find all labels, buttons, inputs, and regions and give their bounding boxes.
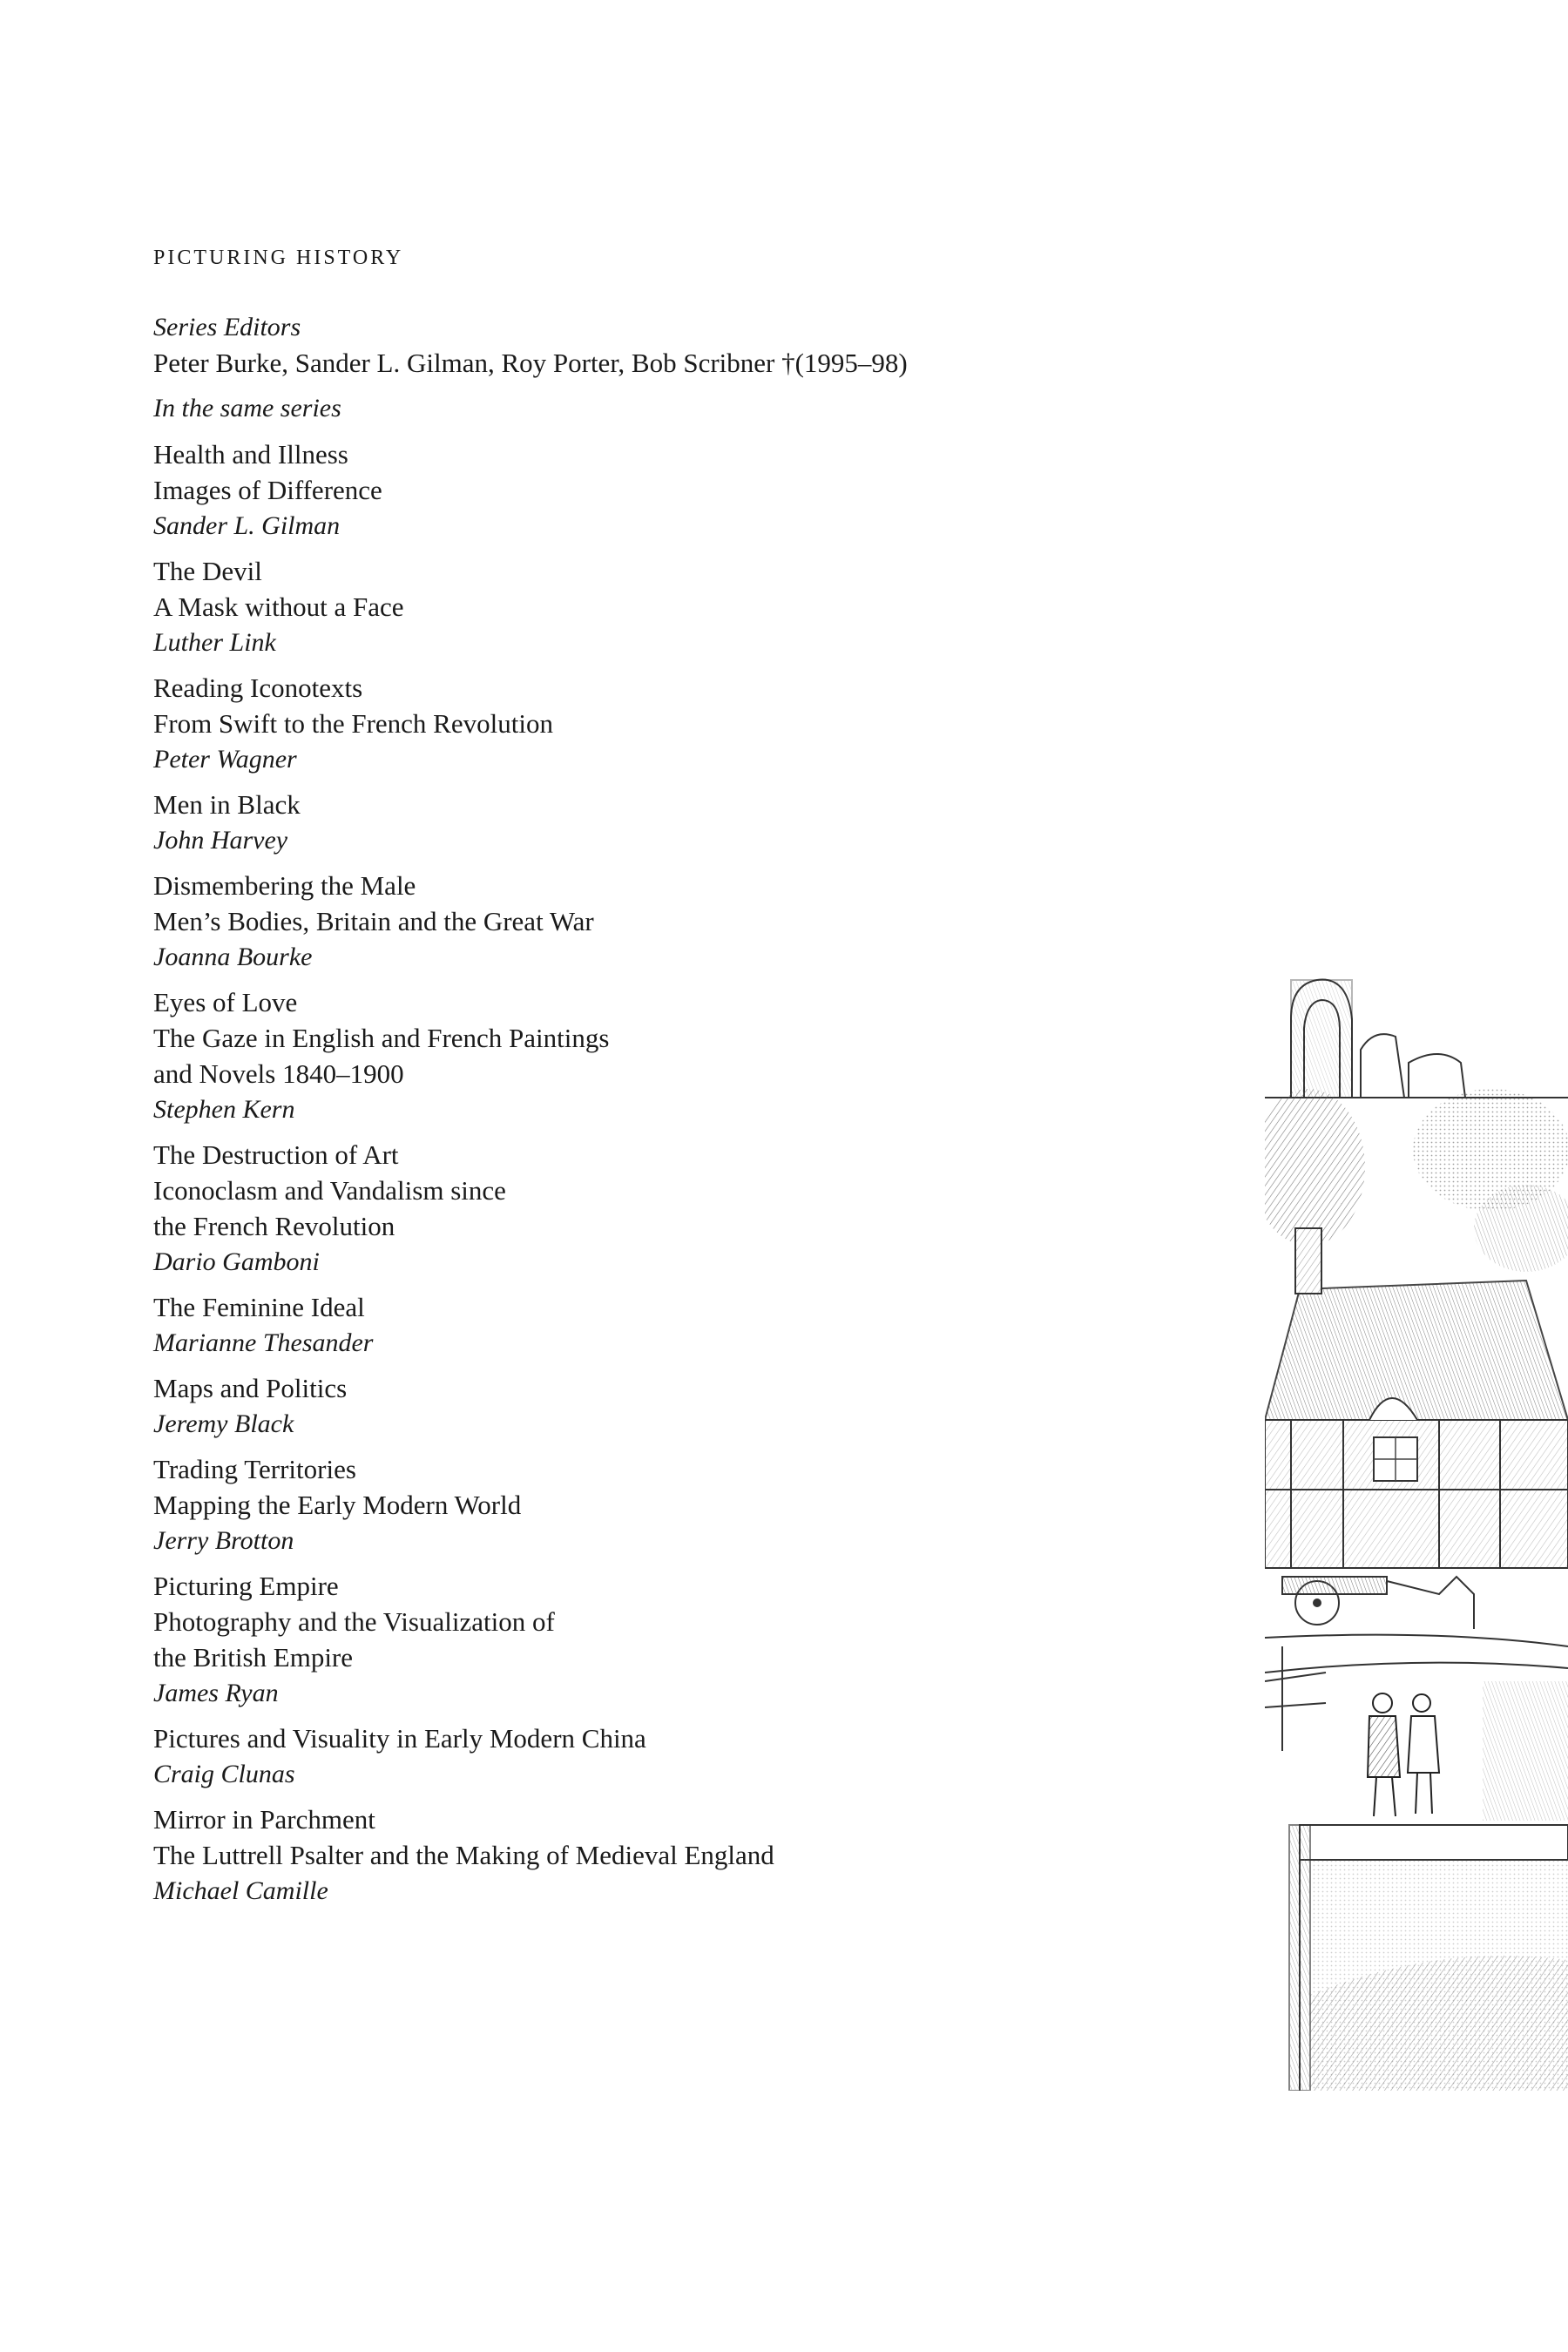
- book-author: Marianne Thesander: [153, 1328, 374, 1357]
- book-entry: [153, 1289, 1181, 1361]
- book-author: Stephen Kern: [153, 1095, 295, 1124]
- book-author: Peter Wagner: [153, 745, 297, 774]
- horse-cart: [1282, 1577, 1474, 1629]
- book-subtitle: and Novels 1840–1900: [153, 1058, 404, 1089]
- book-author: Sander L. Gilman: [153, 511, 341, 540]
- book-entry: [153, 553, 1181, 660]
- series-editors-label: Series Editors: [153, 313, 301, 341]
- book-subtitle: Men’s Bodies, Britain and the Great War: [153, 906, 594, 936]
- book-title: The Feminine Ideal: [153, 1292, 365, 1322]
- book-author: Dario Gamboni: [153, 1247, 320, 1276]
- book-author: Jerry Brotton: [153, 1526, 294, 1555]
- book-subtitle: From Swift to the French Revolution: [153, 708, 553, 739]
- book-title: The Devil: [153, 556, 262, 586]
- book-subtitle: the British Empire: [153, 1642, 354, 1673]
- book-entry: [153, 1451, 1181, 1558]
- book-author: Luther Link: [153, 628, 276, 657]
- book-entry: [153, 436, 1181, 544]
- two-figures: [1368, 1693, 1439, 1816]
- series-list-content: [153, 240, 1181, 1918]
- book-entry: [153, 787, 1181, 858]
- series-title: PICTURING HISTORY: [153, 247, 404, 269]
- book-title: Eyes of Love: [153, 987, 298, 1017]
- book-title: Maps and Politics: [153, 1373, 348, 1403]
- book-entry: [153, 1137, 1181, 1280]
- book-entry: [153, 1370, 1181, 1442]
- book-entry: [153, 1568, 1181, 1711]
- book-author: Craig Clunas: [153, 1760, 295, 1788]
- book-title: Picturing Empire: [153, 1571, 339, 1601]
- book-title: Trading Territories: [153, 1454, 356, 1484]
- book-title: Health and Illness: [153, 439, 348, 470]
- book-subtitle: Images of Difference: [153, 475, 382, 505]
- book-title: Men in Black: [153, 789, 301, 820]
- thatched-cottage: [1265, 1228, 1568, 1568]
- book-author: James Ryan: [153, 1679, 279, 1707]
- book-author: Jeremy Black: [153, 1409, 294, 1438]
- book-title: Dismembering the Male: [153, 870, 416, 901]
- book-title: Pictures and Visuality in Early Modern China: [153, 1723, 646, 1754]
- book-title: The Destruction of Art: [153, 1139, 399, 1170]
- book-list: [153, 436, 1181, 1909]
- village-engraving-illustration: [1265, 967, 1568, 2091]
- book-title: Mirror in Parchment: [153, 1804, 375, 1835]
- hedge-texture: [1310, 1681, 1568, 2091]
- book-author: John Harvey: [153, 826, 288, 855]
- book-title: Reading Iconotexts: [153, 672, 363, 703]
- series-editors-block: [153, 310, 1181, 381]
- book-entry: [153, 1720, 1181, 1792]
- book-author: Michael Camille: [153, 1876, 328, 1905]
- book-subtitle: the French Revolution: [153, 1211, 395, 1241]
- book-entry: [153, 868, 1181, 975]
- book-subtitle: The Gaze in English and French Paintings: [153, 1023, 610, 1053]
- book-author: Joanna Bourke: [153, 943, 313, 971]
- book-subtitle: Mapping the Early Modern World: [153, 1490, 522, 1520]
- book-entry: [153, 984, 1181, 1127]
- book-subtitle: A Mask without a Face: [153, 591, 404, 622]
- series-editors-names: Peter Burke, Sander L. Gilman, Roy Porter, Bob Scribner †(1995–98): [153, 348, 908, 378]
- book-subtitle: Iconoclasm and Vandalism since: [153, 1175, 506, 1206]
- book-entry: [153, 670, 1181, 777]
- ruin-arches: [1265, 980, 1568, 1098]
- same-series-label: In the same series: [153, 394, 341, 422]
- book-entry: [153, 1801, 1181, 1909]
- book-subtitle: Photography and the Visualization of: [153, 1606, 555, 1637]
- book-subtitle: The Luttrell Psalter and the Making of Medieval England: [153, 1840, 774, 1870]
